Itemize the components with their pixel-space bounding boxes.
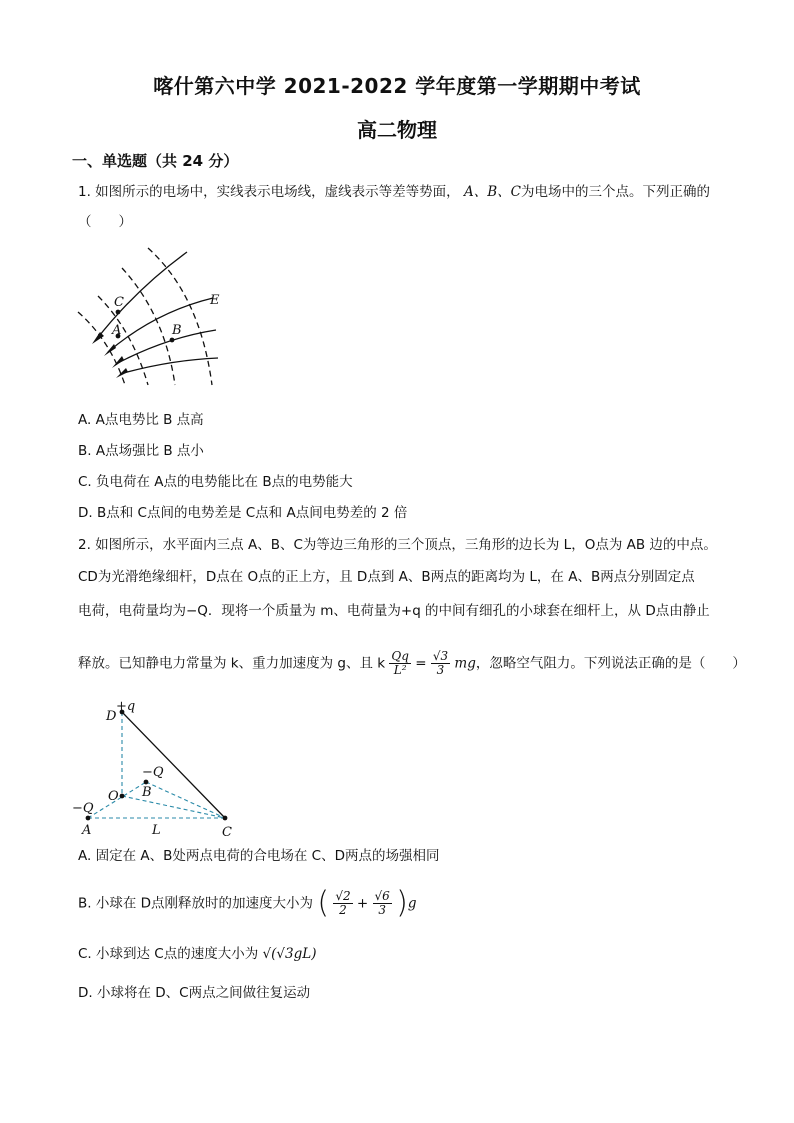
q2-option-a: A. 固定在 A、B处两点电荷的合电场在 C、D两点的场强相同 [78,848,440,864]
q2-line1: 2. 如图所示，水平面内三点 A、B、C为等边三角形的三个顶点，三角形的边长为 L，O点为 AB 边的中点。 [78,537,717,553]
field-arrowheads [92,332,128,378]
q1-stem-line1: 1. 如图所示的电场中，实线表示电场线，虚线表示等差等势面， A、B、C为电场中的三个点。下列正确的 [78,184,710,200]
field-lines [96,252,218,374]
q2-triangle-figure [70,700,250,840]
fraction-sqrt3-over-3: $\frac{√3}{3}$ [432,649,449,677]
equipotential-lines [78,248,212,385]
section-heading: 一、单选题（共 24 分） [72,152,239,170]
label-C: C [222,825,232,840]
label-D: D [106,709,117,724]
label-A: A [112,323,122,338]
label-minus-Q-B: −Q [142,765,164,780]
rod-cd [122,712,225,818]
label-B: B [172,323,182,338]
label-B: B [142,785,152,800]
q1-option-d: D. B点和 C点间的电势差是 C点和 A点间电势差的 2 倍 [78,505,408,521]
q2-option-c: C. 小球到达 C点的速度大小为 √(√3gL) [78,946,317,962]
q1-option-a: A. A点电势比 B 点高 [78,412,204,428]
fraction-sqrt6-over-3: $\frac{√6}{3}$ [374,889,390,917]
label-L: L [152,823,161,838]
q2-line4: 释放。已知静电力常量为 k、重力加速度为 g、且 k $\frac{Qq}{\text{L²}}$ = $\frac{√3}{3}$ mg，忽略空气阻力。下列说法正确的是（ ） [78,649,746,677]
label-E: E [210,293,220,308]
q1-option-c: C. 负电荷在 A点的电势能比在 B点的电势能大 [78,474,353,490]
fraction-sqrt2-over-2: $\frac{√2}{2}$ [335,889,351,917]
q1-stem-line2: （ ） [78,214,132,230]
q2-line2: CD为光滑绝缘细杆，D点在 O点的正上方，且 D点到 A、B两点的距离均为 L，在 A、B两点分别固定点 [78,569,695,585]
q2-line3: 电荷，电荷量均为−Q．现将一个质量为 m、电荷量为+q 的中间有细孔的小球套在细杆上，从 D点由静止 [78,603,710,619]
label-plus-q: +q [116,700,136,714]
label-minus-Q-A: −Q [72,801,94,816]
exam-subtitle: 高二物理 [357,118,437,142]
q1-option-b: B. A点场强比 B 点小 [78,443,204,459]
label-C: C [114,295,124,310]
q2-option-b: B. 小球在 D点刚释放时的加速度大小为 ( $\frac{√2}{2}$ + $\frac{√6}{3}$ )g [78,885,417,921]
label-O: O [108,789,119,804]
label-A: A [82,823,92,838]
exam-title: 喀什第六中学 2021-2022 学年度第一学期期中考试 [153,74,641,98]
fraction-qq-over-l2: $\frac{Qq}{\text{L²}}$ [391,649,409,677]
q2-option-d: D. 小球将在 D、C两点之间做往复运动 [78,985,311,1001]
q1-field-figure [70,240,240,395]
